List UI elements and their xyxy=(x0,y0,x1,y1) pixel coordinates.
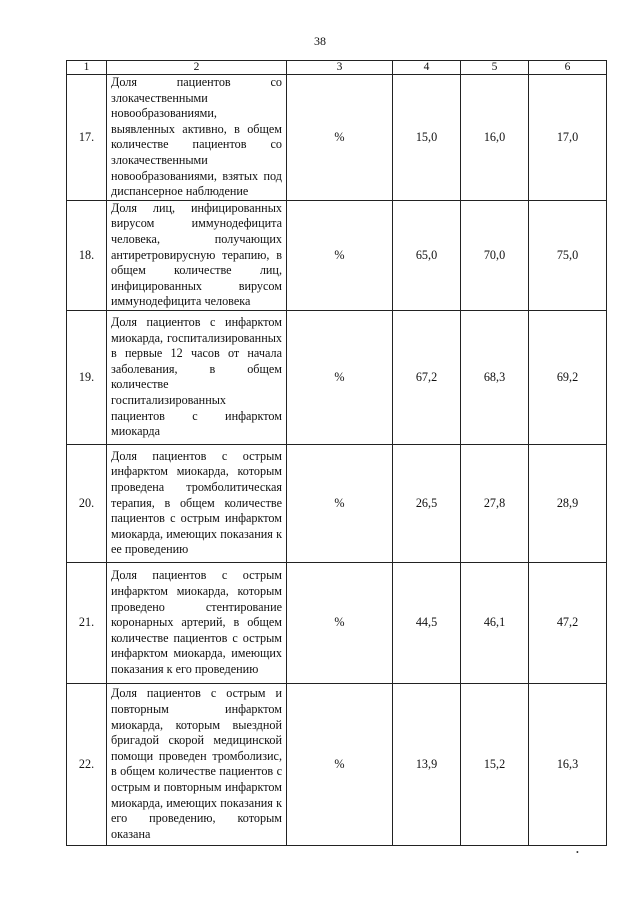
indicator-description: Доля пациентов с инфарктом миокарда, госпитализированных в первые 12 часов от начала заболевания, в общем количестве госпитализированных пациентов с инфарктом миокарда xyxy=(107,310,287,444)
unit-cell: % xyxy=(287,444,393,562)
value-col-6: 16,3 xyxy=(529,683,607,845)
value-col-6: 28,9 xyxy=(529,444,607,562)
table-row xyxy=(67,444,607,562)
row-number: 19. xyxy=(67,310,107,444)
indicator-description: Доля пациентов со злокачественными новообразованиями, выявленных активно, в общем количестве пациентов со злокачественными новообразованиями, взятых под диспансерное наблюдение xyxy=(107,75,287,201)
value-col-6: 69,2 xyxy=(529,310,607,444)
page-number: 38 xyxy=(314,34,326,48)
column-number: 5 xyxy=(461,61,529,75)
value-col-4: 15,0 xyxy=(393,75,461,201)
column-numbers-row xyxy=(67,61,607,75)
value-col-5: 27,8 xyxy=(461,444,529,562)
table-row xyxy=(67,562,607,683)
column-number: 6 xyxy=(529,61,607,75)
column-number: 3 xyxy=(287,61,393,75)
value-col-6: 75,0 xyxy=(529,200,607,310)
value-col-5: 16,0 xyxy=(461,75,529,201)
value-col-6: 17,0 xyxy=(529,75,607,201)
unit-cell: % xyxy=(287,75,393,201)
unit-cell: % xyxy=(287,200,393,310)
table-row xyxy=(67,75,607,201)
row-number: 17. xyxy=(67,75,107,201)
unit-cell: % xyxy=(287,683,393,845)
value-col-4: 65,0 xyxy=(393,200,461,310)
table-row xyxy=(67,683,607,845)
value-col-4: 67,2 xyxy=(393,310,461,444)
indicator-description: Доля пациентов с острым инфарктом миокарда, которым проведено стентирование коронарных артерий, в общем количестве пациентов с острым инфарктом миокарда, имеющих показания к его проведению xyxy=(107,562,287,683)
table-row xyxy=(67,200,607,310)
row-number: 22. xyxy=(67,683,107,845)
indicator-description: Доля пациентов с острым инфарктом миокарда, которым проведена тромболитическая терапия, в общем количестве пациентов с острым инфарктом миокарда, имеющих показания к ее проведению xyxy=(107,444,287,562)
indicator-description: Доля пациентов с острым и повторным инфарктом миокарда, которым выездной бригадой скорой медицинской помощи проведен тромболизис, в общем количестве пациентов с острым и повторным инфарктом миокарда, имеющих показания к его проведению, которым оказана xyxy=(107,683,287,845)
value-col-5: 68,3 xyxy=(461,310,529,444)
value-col-5: 46,1 xyxy=(461,562,529,683)
value-col-6: 47,2 xyxy=(529,562,607,683)
value-col-5: 15,2 xyxy=(461,683,529,845)
row-number: 20. xyxy=(67,444,107,562)
column-number: 2 xyxy=(107,61,287,75)
column-number: 4 xyxy=(393,61,461,75)
scan-speck: • xyxy=(576,848,579,857)
value-col-5: 70,0 xyxy=(461,200,529,310)
table-row xyxy=(67,310,607,444)
value-col-4: 13,9 xyxy=(393,683,461,845)
indicator-description: Доля лиц, инфицированных вирусом иммунодефицита человека, получающих антиретровирусную терапию, в общем количестве лиц, инфицированных вирусом иммунодефицита человека xyxy=(107,200,287,310)
value-col-4: 44,5 xyxy=(393,562,461,683)
unit-cell: % xyxy=(287,562,393,683)
row-number: 18. xyxy=(67,200,107,310)
column-number: 1 xyxy=(67,61,107,75)
value-col-4: 26,5 xyxy=(393,444,461,562)
row-number: 21. xyxy=(67,562,107,683)
unit-cell: % xyxy=(287,310,393,444)
indicators-table xyxy=(66,60,607,846)
